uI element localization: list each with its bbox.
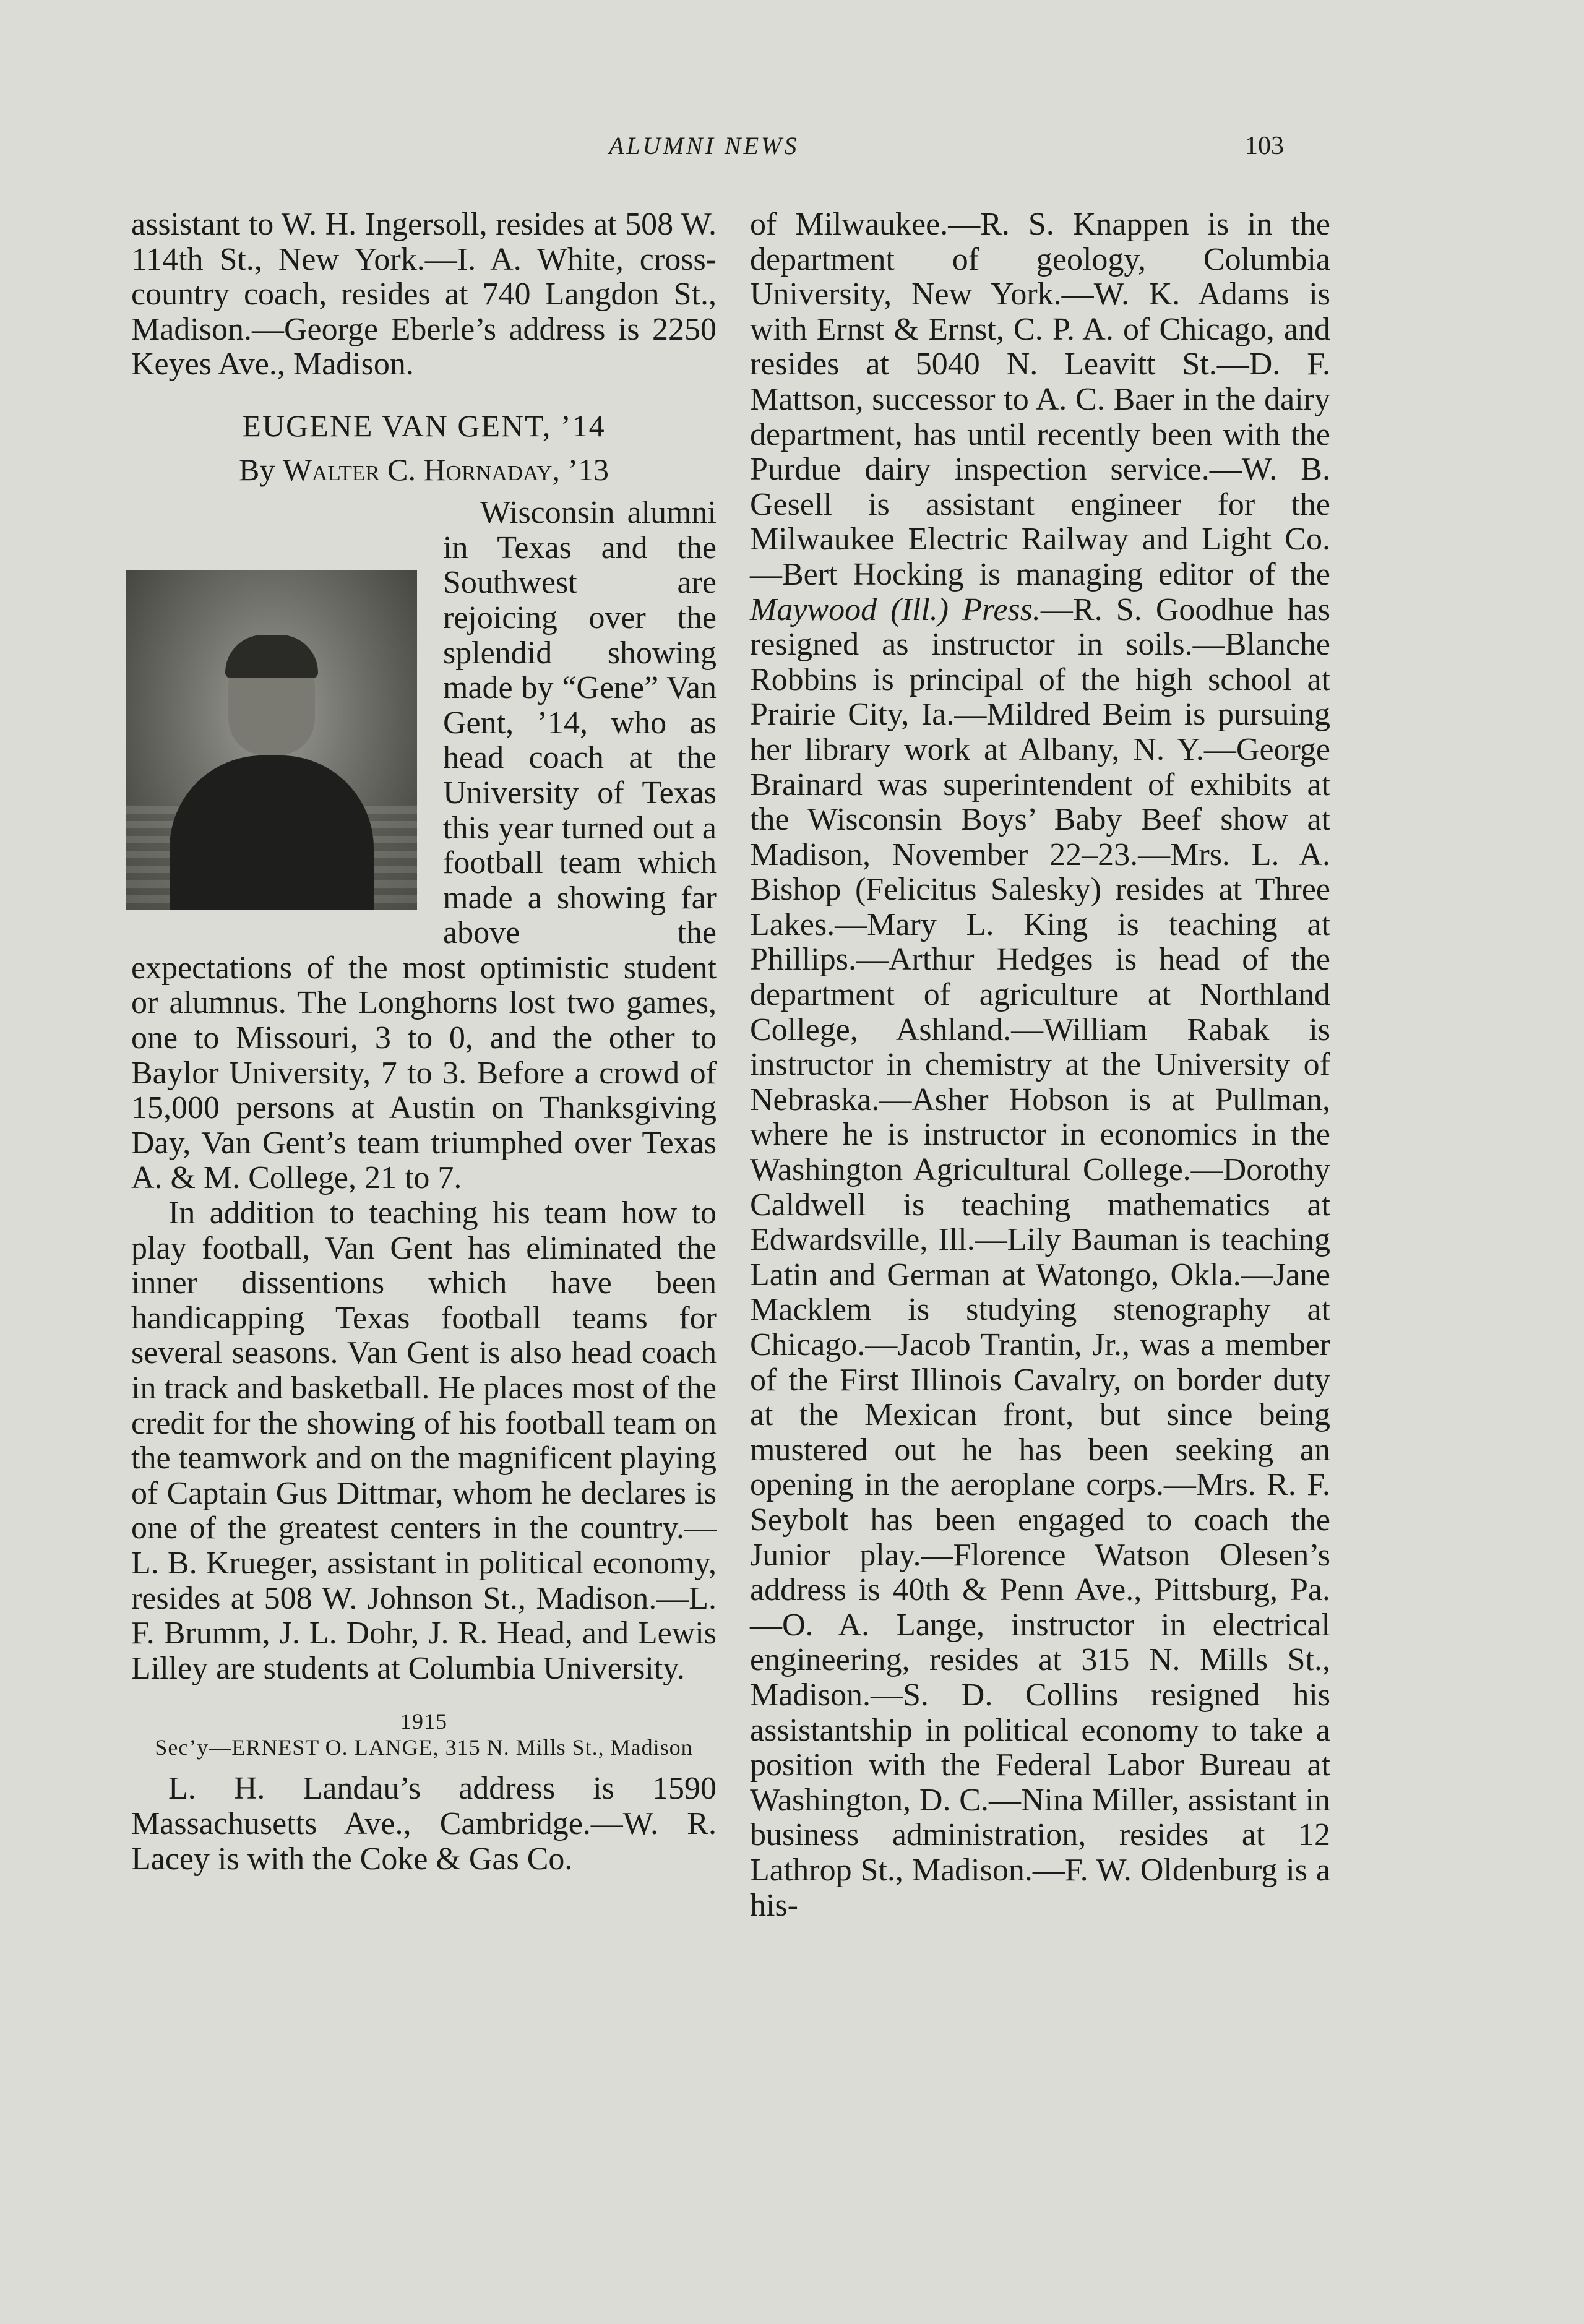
running-title: ALUMNI NEWS [609, 132, 799, 160]
paragraph: In addition to teaching his team how to play football, Van Gent has eliminated the inner dissentions which have been handicapping Texas football teams for several seasons. Van Gent is also head coach in track and basketball. He places most of the credit for the showing of his football team on the teamwork and on the magnificent playing of Captain Gus Dittmar, whom he declares is one of the greatest centers in the country.—L. B. Krueger, assistant in political economy, resides at 508 W. Johnson St., Madison.—L. F. Brumm, J. L. Dohr, J. R. Head, and Lewis Lilley are students at Columbia University. [131, 1195, 717, 1686]
photo-figure-hair [225, 635, 318, 678]
paragraph: L. H. Landau’s address is 1590 Massachusetts Ave., Cambridge.—W. R. Lacey is with the Coke & Gas Co. [131, 1771, 717, 1877]
byline-prefix: By [239, 452, 275, 487]
byline-author: Walter C. Hornaday, ’13 [282, 452, 609, 487]
publication-title: Maywood (Ill.) Press. [750, 592, 1041, 627]
right-column [750, 207, 1330, 1923]
text-run: —R. S. Goodhue has resigned as instructor in soils.—Blanche Robbins is principal of the high school at Prairie City, Ia.—Mildred Beim is pursuing her library work at Albany, N. Y.—George Brainard was superintendent of exhibits at the Wisconsin Boys’ Baby Beef show at Madison, November 22–23.—Mrs. L. A. Bishop (Felicitus Salesky) resides at Three Lakes.—Mary L. King is teaching at Phillips.—Arthur Hedges is head of the department of agriculture at Northland College, Ashland.—William Rabak is instructor in chemistry at the University of Nebraska.—Asher Hobson is at Pullman, where he is instructor in economics in the Washington Agricultural College.—Dorothy Caldwell is teaching mathematics at Edwardsville, Ill.—Lily Bauman is teaching Latin and German at Watongo, Okla.—Jane Macklem is studying stenography at Chicago.—Jacob Trantin, Jr., was a member of the First Illinois Cavalry, on border duty at the Mexican front, but since being mustered out he has been seeking an opening in the aeroplane corps.—Mrs. R. F. Seybolt has been engaged to coach the Junior play.—Florence Watson Olesen’s address is 40th & Penn Ave., Pittsburg, Pa.—O. A. Lange, instructor in electrical engineering, resides at 315 N. Mills St., Madison.—S. D. Collins resigned his assistantship in political economy to take a position with the Federal Labor Bureau at Washington, D. C.—Nina Miller, assistant in business administration, resides at 12 Lathrop St., Madison.—F. W. Oldenburg is a his- [750, 592, 1330, 1923]
class-heading [131, 1708, 717, 1760]
byline [131, 452, 717, 488]
paragraph: Wisconsin alumni in Texas and the Southwest are rejoicing over the splendid showing made by “Gene” Van Gent, ’14, who as head coach at the University of Texas this year turned out a football team which made a showing far above the expectations of the most optimistic student or alumnus. The Longhorns lost two games, one to Missouri, 3 to 0, and the other to Baylor University, 7 to 3. Before a crowd of 15,000 persons at Austin on Thanksgiving Day, Van Gent’s team triumphed over Texas A. & M. College, 21 to 7. [131, 495, 717, 1196]
article-title: EUGENE VAN GENT, ’14 [242, 408, 606, 443]
running-head [0, 131, 1584, 168]
class-secretary: Sec’y—ERNEST O. LANGE, 315 N. Mills St., Madison [155, 1735, 693, 1760]
paragraph [750, 207, 1330, 1923]
portrait-photo [126, 570, 417, 910]
class-year: 1915 [400, 1709, 447, 1734]
paragraph: assistant to W. H. Ingersoll, resides at 508 W. 114th St., New York.—I. A. White, cross-country coach, resides at 740 Langdon St., Madison.—George Eberle’s address is 2250 Keyes Ave., Madison. [131, 207, 717, 382]
left-column [131, 207, 717, 1877]
photo-figure-torso [170, 755, 374, 910]
page-number: 103 [1245, 132, 1284, 160]
text-run: of Milwaukee.—R. S. Knappen is in the department of geology, Columbia University, New York.—W. K. Adams is with Ernst & Ernst, C. P. A. of Chicago, and resides at 5040 N. Leavitt St.—D. F. Mattson, successor to A. C. Baer in the dairy department, has until recently been with the Purdue dairy inspection service.—W. B. Gesell is assistant engineer for the Milwaukee Electric Railway and Light Co.—Bert Hocking is managing editor of the [750, 207, 1330, 592]
